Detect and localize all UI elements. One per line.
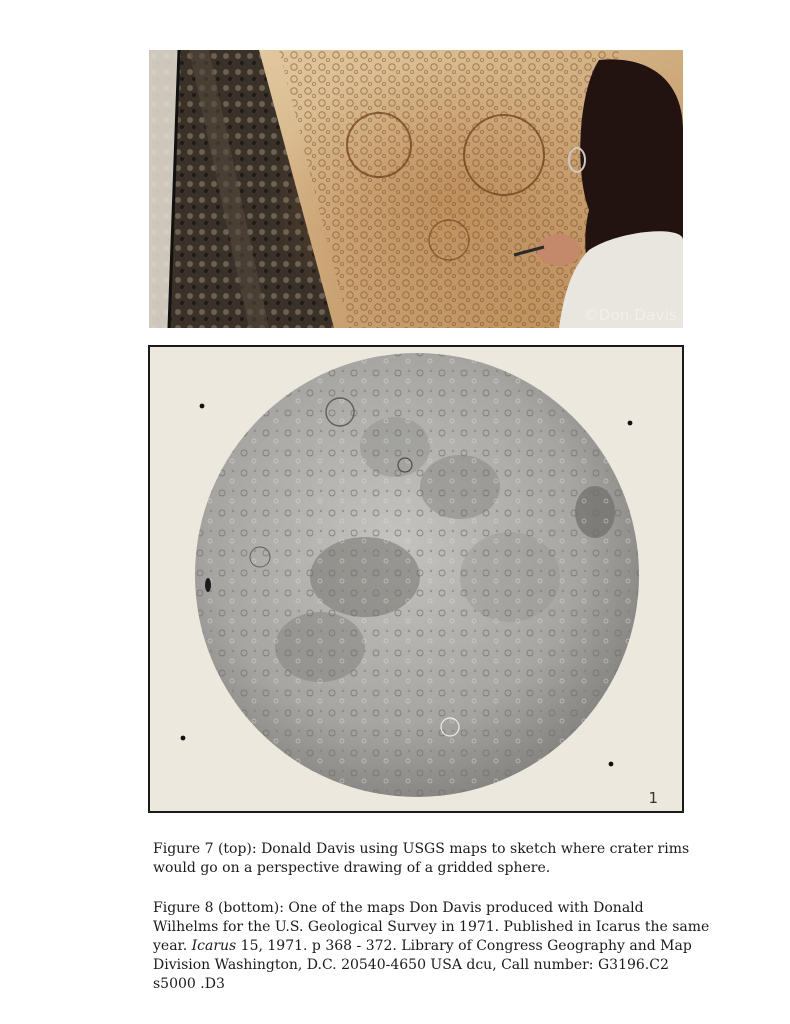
lunar-map-figure [148, 345, 684, 813]
figure-8-caption-part2: 15, 1971. p 368 - 372. Library of Congress Geography and Map Division Washington, D.C. 20540-4650 USA dcu, Call number: G3196.C2 s5000 .D3 [153, 938, 692, 992]
photo-credit: ©Don Davis [583, 306, 677, 324]
figure-7-caption: Figure 7 (top): Donald Davis using USGS maps to sketch where crater rims would go on a perspective drawing of a gridded sphere. [153, 841, 690, 876]
figure-8-caption-part1: Figure 8 (bottom): One of the maps Don Davis produced with Donald Wilhelms for the U.S. Geological Survey in 1971. Published in Icarus the same year. [153, 900, 710, 954]
artist-sketching-photo [149, 50, 683, 328]
figure-8-caption-journal: Icarus [191, 938, 237, 954]
map-page-number: 1 [648, 789, 658, 807]
photo-illustration [149, 50, 683, 328]
figure-8-caption [153, 899, 713, 994]
moon-map-illustration [150, 347, 682, 811]
